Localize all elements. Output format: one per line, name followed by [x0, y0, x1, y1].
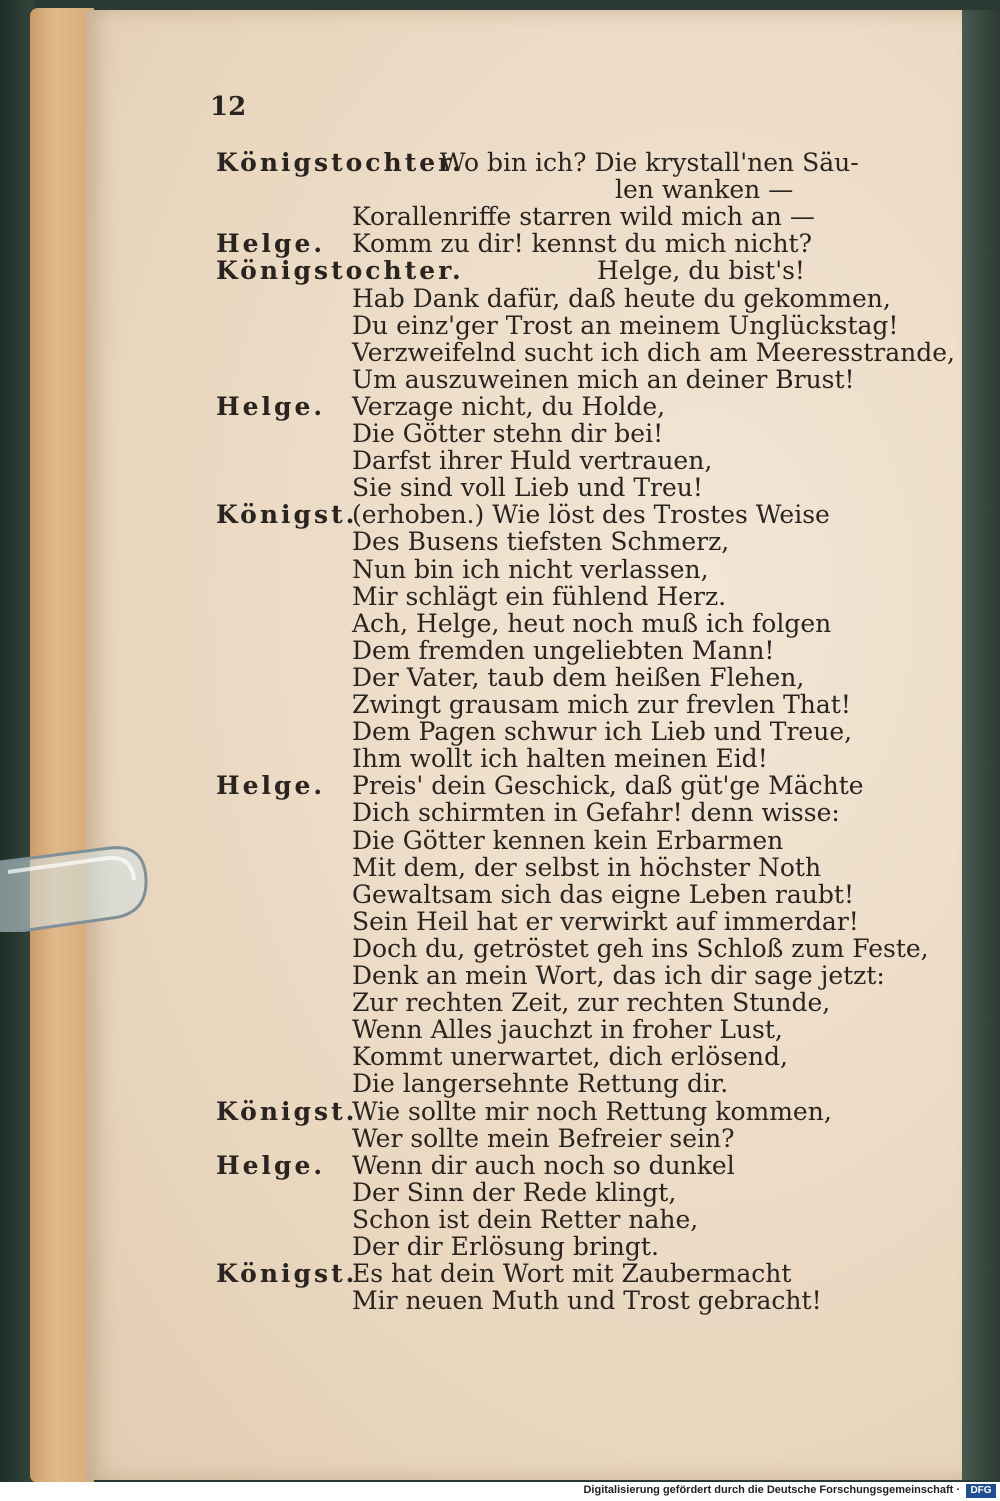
verse-text: Ihm wollt ich halten meinen Eid!: [352, 744, 768, 774]
verse-text: Der dir Erlösung bringt.: [352, 1232, 659, 1261]
text-line: [0, 446, 1000, 476]
text-line: [0, 1178, 1000, 1208]
text-line: [0, 663, 1000, 693]
verse-text: Verzweifelnd sucht ich dich am Meeresstrande,: [352, 337, 955, 367]
verse-text: Zur rechten Zeit, zur rechten Stunde,: [352, 988, 831, 1018]
text-line: [0, 1042, 1000, 1072]
speaker-name: Helge.: [216, 1150, 326, 1180]
text-line: [0, 256, 1000, 286]
verse-text: Korallenriffe starren wild mich an —: [352, 202, 815, 232]
verse-text: Die langersehnte Rettung dir.: [352, 1069, 729, 1099]
verse-text: Dich schirmten in Gefahr! denn wisse:: [352, 798, 840, 828]
text-line: [0, 717, 1000, 747]
text-line: [0, 365, 1000, 395]
verse-text: Verzage nicht, du Holde,: [352, 391, 666, 421]
verse-text: Hab Dank dafür, daß heute du gekommen,: [352, 283, 891, 313]
verse-text: Gewaltsam sich das eigne Leben raubt!: [352, 879, 854, 909]
text-line: [0, 419, 1000, 449]
text-line: [0, 880, 1000, 910]
verse-text: Ach, Helge, heut noch muß ich folgen: [352, 608, 832, 638]
verse-text: Du einz'ger Trost an meinem Unglückstag!: [352, 310, 899, 340]
verse-text: Mir neuen Muth und Trost gebracht!: [352, 1286, 822, 1316]
text-line: [0, 934, 1000, 964]
verse-text: Die Götter stehn dir bei!: [352, 419, 664, 448]
text-line: [0, 392, 1000, 422]
text-line: [0, 311, 1000, 341]
verse-text: Mit dem, der selbst in höchster Noth: [352, 852, 822, 882]
text-line: [0, 1069, 1000, 1099]
verse-text: Helge, du bist's!: [597, 256, 805, 286]
dfg-logo: DFG: [966, 1484, 996, 1498]
text-line: [0, 636, 1000, 666]
text-line: [0, 473, 1000, 503]
text-line: [0, 853, 1000, 883]
speaker-name: Helge.: [216, 229, 326, 259]
verse-text: Kommt unerwartet, dich erlösend,: [352, 1042, 788, 1072]
verse-text: Die Götter kennen kein Erbarmen: [352, 825, 784, 855]
glass-clip: [0, 842, 150, 932]
speaker-name: Helge.: [216, 771, 326, 801]
text-line: [0, 1205, 1000, 1235]
funding-credit: Digitalisierung gefördert durch die Deutsche Forschungsgemeinschaft ·: [583, 1484, 960, 1496]
text-line: [0, 1286, 1000, 1316]
text-line: [0, 771, 1000, 801]
speaker-name: Königstochter.: [216, 148, 464, 177]
text-line: [0, 1015, 1000, 1045]
text-line: [0, 961, 1000, 991]
text-line: [0, 1232, 1000, 1262]
text-line: [0, 229, 1000, 259]
verse-text: Nun bin ich nicht verlassen,: [352, 554, 709, 584]
verse-text: Wer sollte mein Befreier sein?: [352, 1123, 735, 1153]
verse-text: Wo bin ich? Die krystall'nen Säu-: [440, 148, 859, 177]
speaker-name: Königst.: [216, 500, 358, 530]
text-line: [0, 582, 1000, 612]
text-line: [0, 175, 1000, 205]
text-line: [0, 988, 1000, 1018]
text-line: [0, 609, 1000, 639]
verse-text: Wie sollte mir noch Rettung kommen,: [352, 1096, 832, 1126]
text-line: [0, 202, 1000, 232]
text-line: [0, 284, 1000, 314]
verse-text: Darfst ihrer Huld vertrauen,: [352, 446, 713, 476]
text-line: [0, 826, 1000, 856]
text-line: [0, 1124, 1000, 1154]
verse-text: Des Busens tiefsten Schmerz,: [352, 527, 730, 557]
text-line: [0, 500, 1000, 530]
text-line: [0, 1097, 1000, 1127]
verse-text: Der Sinn der Rede klingt,: [352, 1177, 677, 1207]
text-line: [0, 1151, 1000, 1181]
verse-text: len wanken —: [615, 175, 794, 205]
text-line: [0, 148, 1000, 178]
verse-text: Dem Pagen schwur ich Lieb und Treue,: [352, 717, 853, 747]
text-line: [0, 798, 1000, 828]
verse-text: Sein Heil hat er verwirkt auf immerdar!: [352, 906, 859, 936]
text-line: [0, 338, 1000, 368]
verse-text: Es hat dein Wort mit Zaubermacht: [352, 1259, 792, 1289]
verse-text: Wenn dir auch noch so dunkel: [352, 1150, 735, 1180]
verse-text: Preis' dein Geschick, daß güt'ge Mächte: [352, 771, 864, 801]
verse-text: Denk an mein Wort, das ich dir sage jetzt:: [352, 961, 885, 990]
speaker-name: Königst.: [216, 1096, 358, 1126]
verse-text: Schon ist dein Retter nahe,: [352, 1204, 699, 1234]
page-number: 12: [210, 92, 247, 122]
verse-text: Sie sind voll Lieb und Treu!: [352, 473, 703, 503]
verse-text: (erhoben.) Wie löst des Trostes Weise: [352, 500, 830, 530]
verse-text: Der Vater, taub dem heißen Flehen,: [352, 662, 805, 692]
verse-text: Dem fremden ungeliebten Mann!: [352, 635, 775, 665]
text-line: [0, 690, 1000, 720]
speaker-name: Königstochter.: [216, 256, 464, 286]
verse-text: Wenn Alles jauchzt in froher Lust,: [352, 1015, 783, 1045]
text-line: [0, 527, 1000, 557]
verse-text: Komm zu dir! kennst du mich nicht?: [352, 229, 812, 259]
verse-text: Mir schlägt ein fühlend Herz.: [352, 581, 727, 611]
text-line: [0, 744, 1000, 774]
text-line: [0, 907, 1000, 937]
speaker-name: Helge.: [216, 391, 326, 421]
text-line: [0, 1259, 1000, 1289]
text-line: [0, 555, 1000, 585]
speaker-name: Königst.: [216, 1259, 358, 1289]
verse-text: Um auszuweinen mich an deiner Brust!: [352, 364, 855, 394]
verse-text: Zwingt grausam mich zur frevlen That!: [352, 690, 851, 719]
verse-text: Doch du, getröstet geh ins Schloß zum Feste,: [352, 933, 929, 963]
